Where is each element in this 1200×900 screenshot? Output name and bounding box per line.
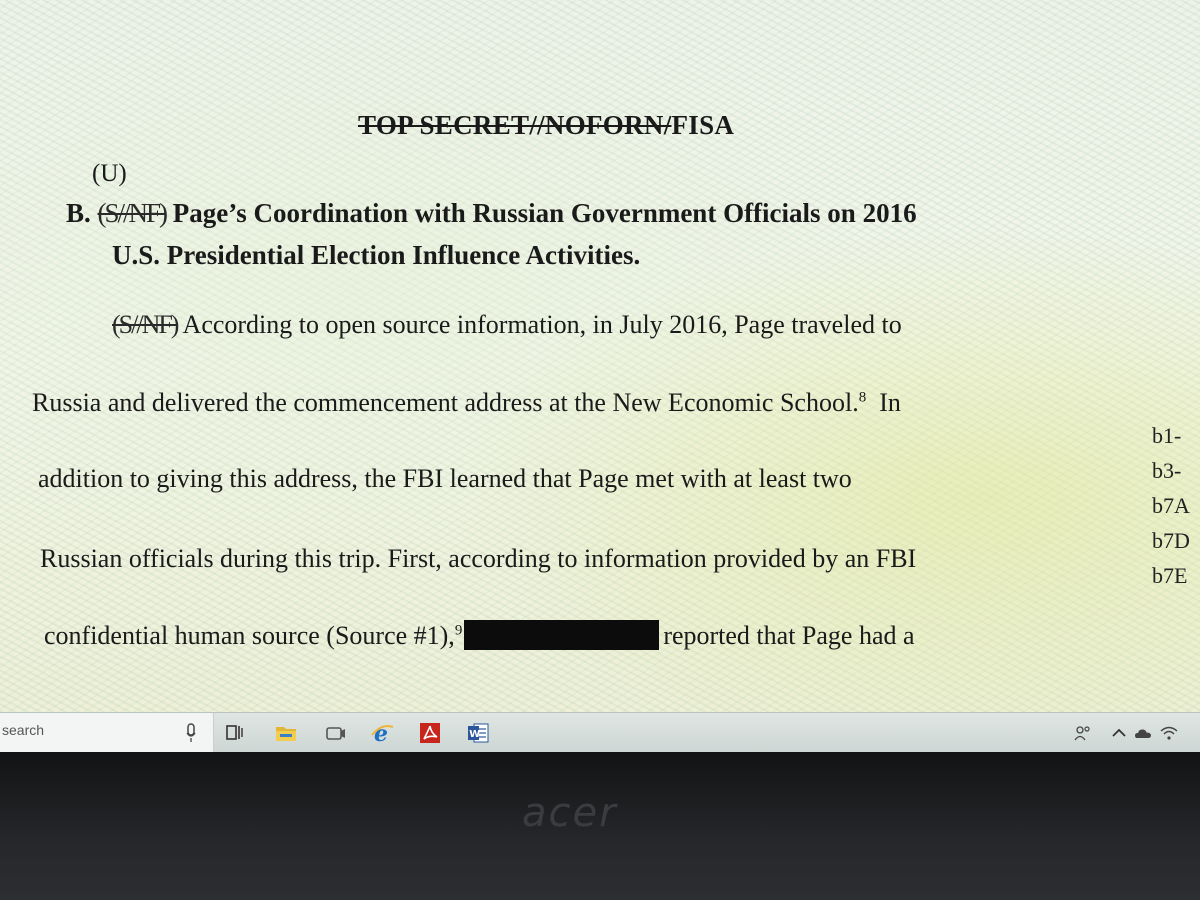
body-line-3: addition to giving this address, the FBI learned that Page met with at least two [38,464,852,493]
network-icon[interactable] [1160,725,1178,741]
body-line-5-text-a: confidential human source (Source #1), [44,621,455,650]
task-view-icon[interactable] [222,721,246,745]
onedrive-icon[interactable] [1134,725,1152,741]
body-line-2-text: Russia and delivered the commencement address at the New Economic School. [32,388,859,417]
taskbar [0,712,1200,753]
footnote-ref-9: 9 [454,622,463,639]
acer-logo: acer [522,790,618,836]
section-heading-line-2: U.S. Presidential Election Influence Activities. [112,240,641,270]
classification-banner [358,110,734,141]
footnote-ref-8: 8 [858,389,867,406]
microphone-icon[interactable] [186,723,196,743]
paragraph-portion-marking: (S//NF) [112,310,178,339]
word-icon[interactable] [466,721,490,745]
chevron-up-icon[interactable] [1110,725,1128,741]
classification-struck-text: TOP SECRET//NOFORN/ [358,110,672,140]
internet-explorer-icon[interactable] [370,721,394,745]
camera-icon[interactable] [324,721,348,745]
heading-text-1: Page’s Coordination with Russian Government Officials on 2016 [172,198,917,228]
body-line-5-text-b: reported that Page had a [663,621,915,650]
body-line-2-tail: In [879,388,901,417]
exemption-code: b1- [1152,423,1182,448]
portion-marking-u: (U) [92,160,127,187]
redaction-block [464,620,659,650]
laptop-bezel [0,752,1200,900]
people-icon[interactable] [1074,725,1092,741]
exemption-code: b3- [1152,458,1182,483]
svg-text:e: e [374,721,388,745]
body-line-2 [32,388,901,418]
foia-exemption-codes [1152,418,1190,593]
body-line-1 [112,310,902,340]
section-heading-line-1 [66,198,917,229]
body-line-1-text: According to open source information, in July 2016, Page traveled to [182,310,902,339]
exemption-code: b7E [1152,563,1188,588]
taskbar-search-box[interactable] [0,713,214,753]
body-line-4: Russian officials during this trip. First, according to information provided by an FBI [40,544,917,573]
body-line-5 [44,620,915,651]
file-explorer-icon[interactable] [274,721,298,745]
exemption-code: b7A [1152,493,1190,518]
classification-tail-text: FISA [671,110,735,140]
heading-portion-marking: (S//NF) [97,198,167,228]
section-letter: B. [66,198,91,228]
exemption-code: b7D [1152,528,1190,553]
acrobat-icon[interactable] [418,721,442,745]
search-placeholder: search [2,722,45,738]
svg-text:W: W [469,729,481,740]
